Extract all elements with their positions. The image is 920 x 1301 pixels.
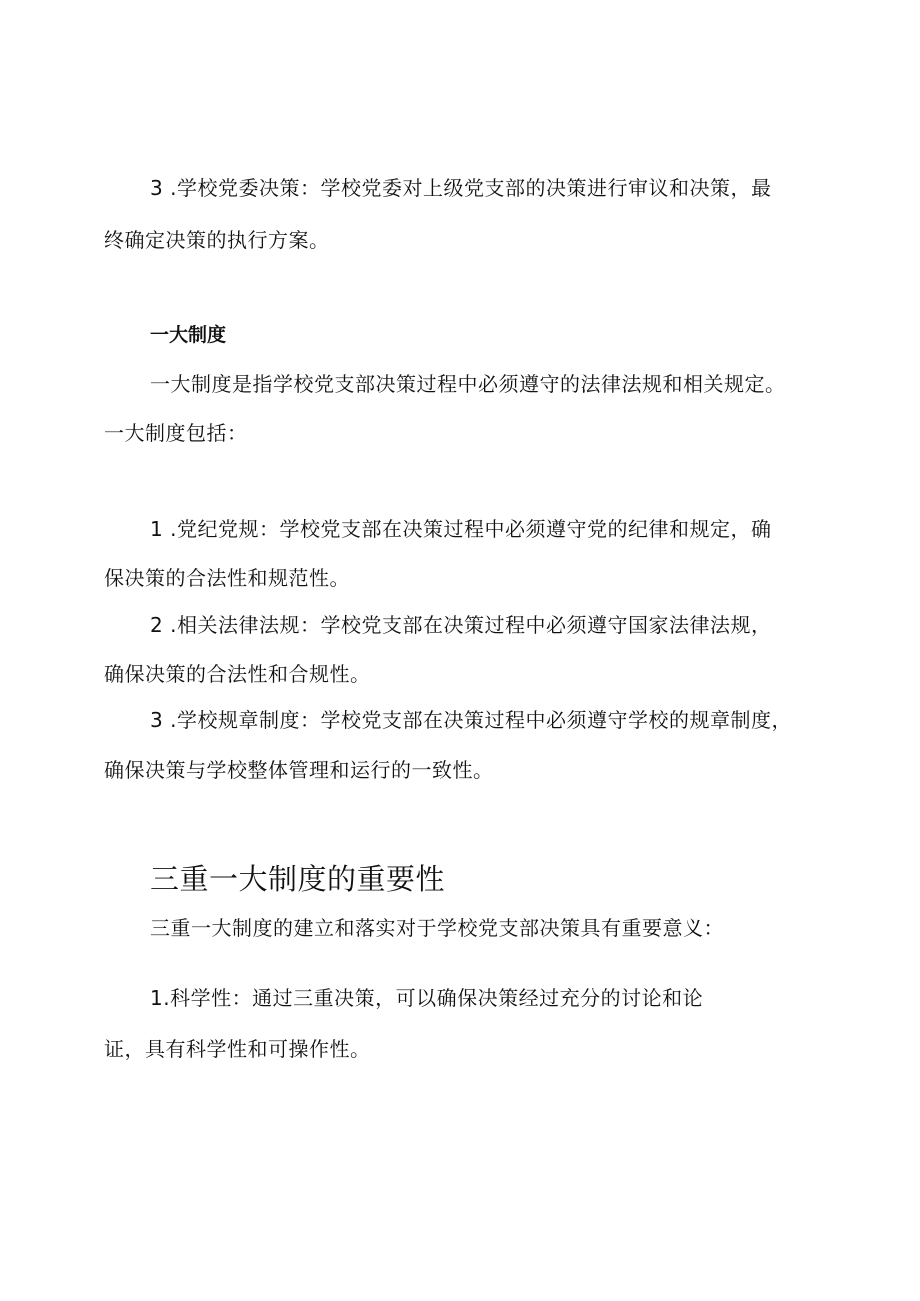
list-item-party-rules-line-1: 1 .党纪党规：学校党支部在决策过程中必须遵守党的纪律和规定，确 (150, 517, 772, 541)
paragraph-school-party-committee-line-1: 3 .学校党委决策：学校党委对上级党支部的决策进行审议和决策，最 (150, 176, 772, 200)
list-item-scientific-line-2: 证，具有科学性和可操作性。 (104, 1037, 371, 1061)
section-heading-importance: 三重一大制度的重要性 (150, 862, 446, 896)
paragraph-school-party-committee-line-2: 终确定决策的执行方案。 (104, 228, 330, 252)
list-item-party-rules-line-2: 保决策的合法性和规范性。 (104, 566, 350, 590)
list-item-scientific-line-1: 1.科学性：通过三重决策，可以确保决策经过充分的讨论和论 (150, 986, 704, 1010)
section-two-intro: 三重一大制度的建立和落实对于学校党支部决策具有重要意义： (150, 916, 724, 940)
list-item-laws-line-2: 确保决策的合法性和合规性。 (104, 662, 371, 686)
section-heading-yida-system: 一大制度 (150, 324, 227, 346)
list-item-school-rules-line-1: 3 .学校规章制度：学校党支部在决策过程中必须遵守学校的规章制度， (150, 708, 792, 732)
section-one-intro-line-1: 一大制度是指学校党支部决策过程中必须遵守的法律法规和相关规定。 (150, 372, 786, 396)
section-one-intro-line-2: 一大制度包括： (104, 421, 248, 445)
list-item-school-rules-line-2: 确保决策与学校整体管理和运行的一致性。 (104, 758, 494, 782)
list-item-laws-line-1: 2 .相关法律法规：学校党支部在决策过程中必须遵守国家法律法规， (150, 613, 772, 637)
